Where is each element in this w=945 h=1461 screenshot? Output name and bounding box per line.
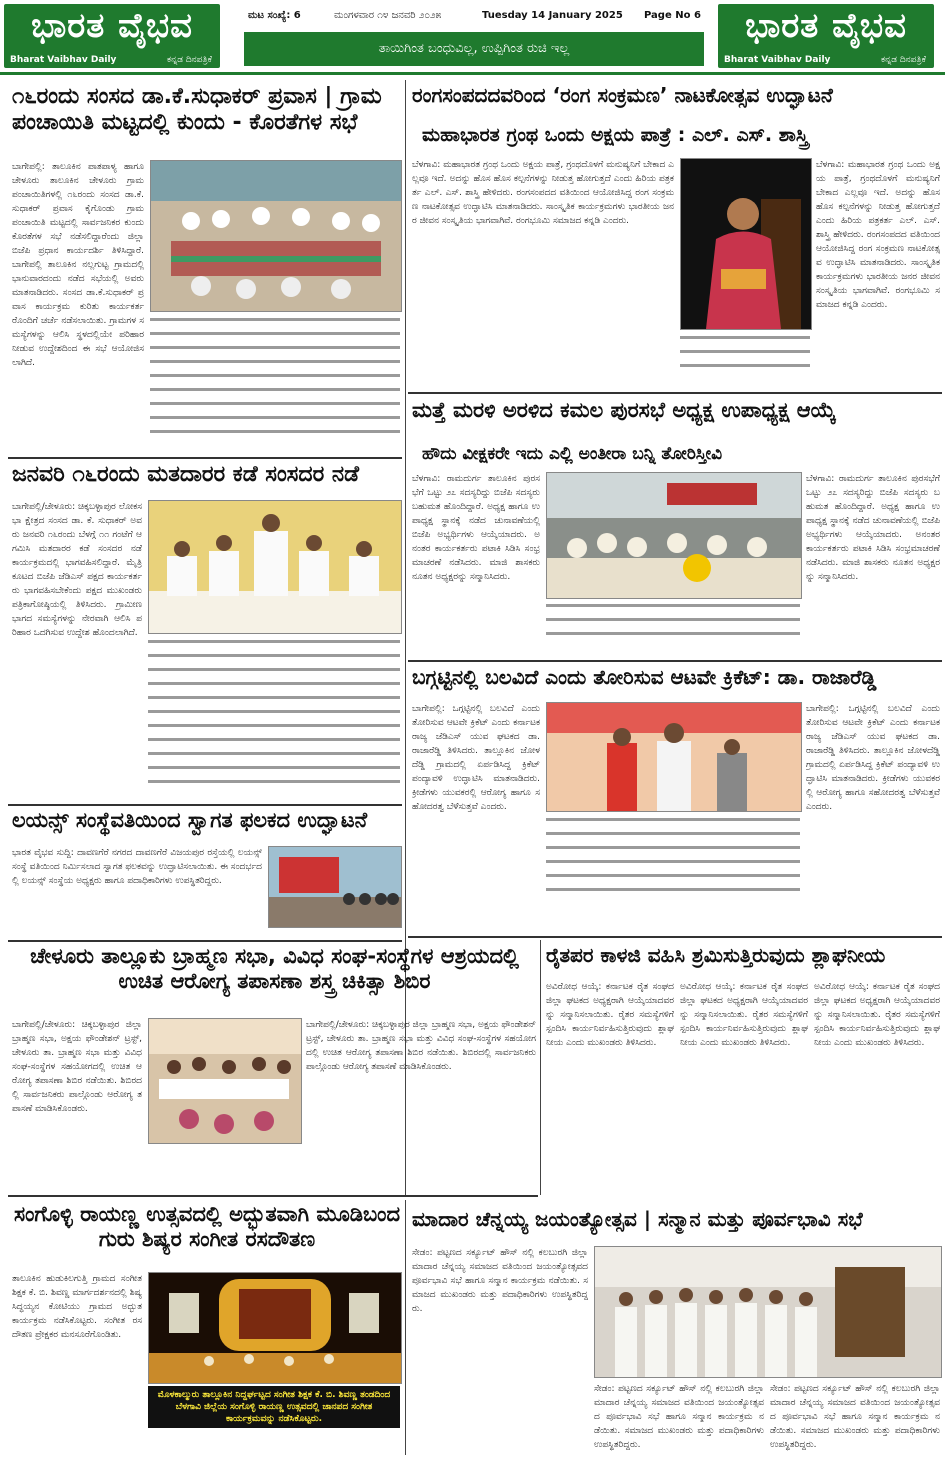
paper-subtitle-en: Bharat Vaibhav Daily [10, 55, 117, 65]
headline-health-camp: ಚೇಳೂರು ತಾಲ್ಲೂಕು ಬ್ರಾಹ್ಮಣ ಸಭಾ, ವಿವಿಧ ಸಂಘ-ಸಂಸ್ಥೆಗಳ ಆಶ್ರಯದಲ್ಲಿ ಉಚಿತ ಆರೋಗ್ಯ ತಪಾಸಣಾ ಶಸ್ತ್ರ ಚಿಕಿತ್ಸಾ ಶಿಬಿರ [30, 944, 519, 993]
headline-ranga-sankramana: ರಂಗಸಂಪದದವರಿಂದ ‘ರಂಗ ಸಂಕ್ರಮಣ’ ನಾಟಕೋತ್ಸವ ಉದ್ಘಾಟನೆ [412, 83, 833, 107]
article-text-lines [680, 336, 810, 378]
section-rule [8, 457, 402, 459]
photo-cricket [546, 702, 802, 812]
article-body-cricket: ಬಾಗೇಪಲ್ಲಿ: ಒಗ್ಗಟ್ಟಿನಲ್ಲಿ ಬಲವಿದೆ ಎಂದು ತೋರಿಸುವ ಆಟವೇ ಕ್ರಿಕೆಟ್ ಎಂದು ಕರ್ನಾಟಕ ರಾಜ್ಯ ಜೆಡಿಎಸ್ ಯುವ ಘಟಕದ ಡಾ. ರಾಜಾರೆಡ್ಡಿ ತಿಳಿಸಿದರು. ತಾಲ್ಲೂಕಿನ ಜೋಳದೆಡ್ಡಿ ಗ್ರಾಮದಲ್ಲಿ ಏರ್ಪಡಿಸಿದ್ದ ಕ್ರಿಕೆಟ್ ಪಂದ್ಯಾವಳಿ ಉದ್ಘಾಟಿಸಿ ಮಾತನಾಡಿದರು. ಕ್ರೀಡೆಗಳು ಯುವಕರಲ್ಲಿ ಆರೋಗ್ಯ ಹಾಗೂ ಸಹೋದರತ್ವ ಬೆಳೆಸುತ್ತವೆ ಎಂದರು. [412, 704, 540, 812]
issue-info-bar [244, 6, 704, 28]
masthead-logo-right [718, 4, 934, 68]
cricket-photo-image [547, 703, 801, 811]
headline-cricket: ಬಗ್ಗಟ್ಟಿನಲ್ಲಿ ಬಲವಿದೆ ಎಂದು ತೋರಿಸುವ ಆಟವೇ ಕ್ರಿಕೆಟ್: ಡಾ. ರಾಜಾರೆಡ್ಡಿ [412, 665, 877, 689]
headline-sudhakar-visit: ೧೬ರಂದು ಸಂಸದ ಡಾ.ಕೆ.ಸುಧಾಕರ್ ಪ್ರವಾಸ | ಗ್ರಾಮ ಪಂಚಾಯಿತಿ ಮಟ್ಟದಲ್ಲಿ ಕುಂದು - ಕೊರತೆಗಳ ಸಭೆ [12, 84, 382, 135]
speaker-photo-image [681, 159, 811, 329]
article-body-lions: ಭಾರತ ವೈಭವ ಸುದ್ದಿ: ದಾವಣಗೆರೆ ನಗರದ ದಾವಣಗೆರೆ ವಿಜಯಪುರ ರಸ್ತೆಯಲ್ಲಿ ಲಯನ್ಸ್ ಸಂಸ್ಥೆ ವತಿಯಿಂದ ನಿರ್ಮಿಸಲಾದ ಸ್ವಾಗತ ಫಲಕವನ್ನು ಉದ್ಘಾಟಿಸಲಾಯಿತು. ಈ ಸಂದರ್ಭದಲ್ಲಿ ಲಯನ್ಸ್ ಸಂಸ್ಥೆಯ ಅಧ್ಯಕ್ಷರು ಹಾಗೂ ಪದಾಧಿಕಾರಿಗಳು ಉಪಸ್ಥಿತರಿದ್ದರು. [12, 848, 262, 886]
photo-meeting [150, 160, 402, 312]
section-rule [8, 940, 402, 942]
headline-purasabhe: ಮತ್ತೆ ಮರಳಿ ಅರಳಿದ ಕಮಲ ಪುರಸಭೆ ಅಧ್ಯಕ್ಷ ಉಪಾಧ್ಯಕ್ಷ ಆಯ್ಕೆ [412, 398, 836, 422]
masthead-rule [0, 72, 945, 75]
health-camp-photo-image [149, 1019, 301, 1143]
photo-health-camp [148, 1018, 302, 1144]
article-body-madara: ಸೇಡಂ: ಪಟ್ಟಣದ ಸರ್ಕ್ಯೂಟ್ ಹೌಸ್ ನಲ್ಲಿ ಕಲಬುರಗಿ ಜಿಲ್ಲಾ ಮಾದಾರ ಚೆನ್ನಯ್ಯ ಸಮಾಜದ ವತಿಯಿಂದ ಜಯಂತ್ಯೋತ್ಸವದ ಪೂರ್ವಭಾವಿ ಸಭೆ ಹಾಗೂ ಸನ್ಮಾನ ಕಾರ್ಯಕ್ರಮ ನಡೆಯಿತು. ಸಮಾಜದ ಮುಖಂಡರು ಮತ್ತು ಪದಾಧಿಕಾರಿಗಳು ಉಪಸ್ಥಿತರಿದ್ದರು. [412, 1248, 588, 1314]
section-rule [408, 392, 942, 394]
section-rule [408, 660, 942, 662]
paper-name: ಭಾರತ ವೈಭವ [745, 6, 907, 46]
photo-speaker [680, 158, 812, 330]
kannada-date: ಮಂಗಳವಾರ ೧೪ ಜನವರಿ ೨೦೨೫ [334, 10, 442, 21]
headline-raitapara: ರೈತಪರ ಕಾಳಜಿ ವಹಿಸಿ ಶ್ರಮಿಸುತ್ತಿರುವುದು ಶ್ಲಾಘನೀಯ [546, 943, 886, 967]
paper-subtitle-en: Bharat Vaibhav Daily [724, 55, 831, 65]
paper-name: ಭಾರತ ವೈಭವ [31, 6, 193, 46]
article-text-lines [148, 640, 400, 794]
paper-subtitle-kn: ಕನ್ನಡ ದಿನಪತ್ರಿಕೆ [166, 55, 212, 65]
music-stage-photo-image [149, 1273, 401, 1383]
section-rule [8, 804, 402, 806]
column-separator [405, 1200, 406, 1455]
article-body-sudhakar: ಬಾಗೇಪಲ್ಲಿ: ತಾಲೂಕಿನ ಪಾತಪಾಳ್ಯ ಹಾಗೂ ಚೇಳೂರು ತಾಲೂಕಿನ ಚೇಳೂರು ಗ್ರಾಮ ಪಂಚಾಯಿತಿಗಳಲ್ಲಿ ೧೬ರಂದು ಸಂಸದ ಡಾ.ಕೆ.ಸುಧಾಕರ್ ಪ್ರವಾಸ ಕೈಗೊಂಡು ಗ್ರಾಮ ಪಂಚಾಯಿತಿ ಮಟ್ಟದಲ್ಲಿ ಸಾರ್ವಜನಿಕರ ಕುಂದು ಕೊರತೆಗಳ ಸಭೆ ನಡೆಸಲಿದ್ದಾರೆಂದು ಜಿಲ್ಲಾ ಬಿಜೆಪಿ ಪ್ರಧಾನ ಕಾರ್ಯದರ್ಶಿ ತಿಳಿಸಿದ್ದಾರೆ. ಬಾಗೇಪಲ್ಲಿ ತಾಲೂಕಿನ ನಲ್ಲಗುಟ್ಟ ಗ್ರಾಮದಲ್ಲಿ ಭಾನುವಾರದಂದು ನಡೆದ ಸಭೆಯಲ್ಲಿ ಅವರು ಮಾತನಾಡಿದರು. ಸಂಸದ ಡಾ.ಕೆ.ಸುಧಾಕರ್ ಪ್ರವಾಸ ಕಾರ್ಯಕ್ರಮ ಕುರಿತು ಕಾರ್ಯಕರ್ತರೊಂದಿಗೆ ಚರ್ಚೆ ನಡೆಸಲಾಯಿತು. ಗ್ರಾಮಗಳ ಸಮಸ್ಯೆಗಳನ್ನು ಆಲಿಸಿ ಸ್ಥಳದಲ್ಲಿಯೇ ಪರಿಹಾರ ನೀಡುವ ಉದ್ದೇಶದಿಂದ ಈ ಸಭೆ ಆಯೋಜಿಸಲಾಗಿದೆ. [12, 162, 144, 368]
article-text-lines [546, 818, 800, 902]
article-body-cricket-2: ಬಾಗೇಪಲ್ಲಿ: ಒಗ್ಗಟ್ಟಿನಲ್ಲಿ ಬಲವಿದೆ ಎಂದು ತೋರಿಸುವ ಆಟವೇ ಕ್ರಿಕೆಟ್ ಎಂದು ಕರ್ನಾಟಕ ರಾಜ್ಯ ಜೆಡಿಎಸ್ ಯುವ ಘಟಕದ ಡಾ. ರಾಜಾರೆಡ್ಡಿ ತಿಳಿಸಿದರು. ತಾಲ್ಲೂಕಿನ ಜೋಳದೆಡ್ಡಿ ಗ್ರಾಮದಲ್ಲಿ ಏರ್ಪಡಿಸಿದ್ದ ಕ್ರಿಕೆಟ್ ಪಂದ್ಯಾವಳಿ ಉದ್ಘಾಟಿಸಿ ಮಾತನಾಡಿದರು. ಕ್ರೀಡೆಗಳು ಯುವಕರಲ್ಲಿ ಆರೋಗ್ಯ ಹಾಗೂ ಸಹೋದರತ್ವ ಬೆಳೆಸುತ್ತವೆ ಎಂದರು. [806, 704, 940, 812]
article-body-madara-2: ಸೇಡಂ: ಪಟ್ಟಣದ ಸರ್ಕ್ಯೂಟ್ ಹೌಸ್ ನಲ್ಲಿ ಕಲಬುರಗಿ ಜಿಲ್ಲಾ ಮಾದಾರ ಚೆನ್ನಯ್ಯ ಸಮಾಜದ ವತಿಯಿಂದ ಜಯಂತ್ಯೋತ್ಸವದ ಪೂರ್ವಭಾವಿ ಸಭೆ ಹಾಗೂ ಸನ್ಮಾನ ಕಾರ್ಯಕ್ರಮ ನಡೆಯಿತು. ಸಮಾಜದ ಮುಖಂಡರು ಮತ್ತು ಪದಾಧಿಕಾರಿಗಳು ಉಪಸ್ಥಿತರಿದ್ದರು. [594, 1384, 764, 1450]
article-body-purasabhe: ಬೆಳಗಾವಿ: ರಾಮದುರ್ಗ ತಾಲೂಕಿನ ಪುರಸಭೆಗೆ ಒಟ್ಟು ೨೭ ಸದಸ್ಯರಿದ್ದು ಬಿಜೆಪಿ ಸದಸ್ಯರು ಬಹುಮತ ಹೊಂದಿದ್ದಾರೆ. ಅಧ್ಯಕ್ಷ ಹಾಗೂ ಉಪಾಧ್ಯಕ್ಷ ಸ್ಥಾನಕ್ಕೆ ನಡೆದ ಚುನಾವಣೆಯಲ್ಲಿ ಬಿಜೆಪಿ ಅಭ್ಯರ್ಥಿಗಳು ಆಯ್ಕೆಯಾದರು. ಅನಂತರ ಕಾರ್ಯಕರ್ತರು ಪಟಾಕಿ ಸಿಡಿಸಿ ಸಂಭ್ರಮಾಚರಣೆ ನಡೆಸಿದರು. ಮಾಜಿ ಶಾಸಕರು ನೂತನ ಅಧ್ಯಕ್ಷರನ್ನು ಸನ್ಮಾನಿಸಿದರು. [412, 474, 540, 582]
meeting-photo-image [151, 161, 401, 311]
paper-subtitle-kn: ಕನ್ನಡ ದಿನಪತ್ರಿಕೆ [880, 55, 926, 65]
photo-caption-sangolli: ಮೊಳಕಾಲ್ಮುರು ತಾಲ್ಲೂಕಿನ ನಿದ್ದರ್ಘಟ್ಟದ ಸಂಗೀತ ಶಿಕ್ಷಕ ಕೆ. ಬಿ. ಶಿವಣ್ಣ ತಂಡದಿಂದ ಬೆಳಗಾವಿ ಜಿಲ್ಲೆಯ ಸಂಗೊಳ್ಳಿ ರಾಯಣ್ಣ ಉತ್ಸವದಲ್ಲಿ ಜಾನಪದ ಸಂಗೀತ ಕಾರ್ಯಕ್ರಮವನ್ನು ನಡೆಸಿಕೊಟ್ಟರು. [148, 1386, 400, 1428]
section-rule [408, 936, 942, 938]
tagline: ತಾಯಿಗಿಂತ ಬಂಧುವಿಲ್ಲ, ಉಪ್ಪಿಗಿಂತ ರುಚಿ ಇಲ್ಲ [244, 32, 704, 66]
article-text-lines [546, 604, 800, 646]
headline-sangolli-utsava: ಸಂಗೊಳ್ಳಿ ರಾಯಣ್ಣ ಉತ್ಸವದಲ್ಲಿ ಅದ್ಭುತವಾಗಿ ಮೂಡಿಬಂದ ಗುರು ಶಿಷ್ಯರ ಸಂಗೀತ ರಸದೌತಣ [13, 1202, 401, 1251]
article-body-raitapara-2: ಅವಿರೋಧ ಆಯ್ಕೆ: ಕರ್ನಾಟಕ ರೈತ ಸಂಘದ ಜಿಲ್ಲಾ ಘಟಕದ ಅಧ್ಯಕ್ಷರಾಗಿ ಆಯ್ಕೆಯಾದವರನ್ನು ಸನ್ಮಾನಿಸಲಾಯಿತು. ರೈತರ ಸಮಸ್ಯೆಗಳಿಗೆ ಸ್ಪಂದಿಸಿ ಕಾರ್ಯನಿರ್ವಹಿಸುತ್ತಿರುವುದು ಶ್ಲಾಘನೀಯ ಎಂದು ಮುಖಂಡರು ತಿಳಿಸಿದರು. [680, 982, 808, 1048]
photo-lions [268, 846, 402, 928]
photo-group [594, 1246, 942, 1378]
lions-photo-image [269, 847, 401, 927]
photo-purasabhe [546, 472, 802, 599]
headline-matadarara-kade: ಜನವರಿ ೧೬ರಂದು ಮತದಾರರ ಕಡೆ ಸಂಸದರ ನಡೆ [12, 462, 360, 487]
article-text-lines [150, 318, 400, 444]
press-meet-photo-image [149, 501, 401, 633]
purasabhe-photo-image [547, 473, 801, 598]
column-separator [540, 940, 541, 1195]
article-body-madara-3: ಸೇಡಂ: ಪಟ್ಟಣದ ಸರ್ಕ್ಯೂಟ್ ಹೌಸ್ ನಲ್ಲಿ ಕಲಬುರಗಿ ಜಿಲ್ಲಾ ಮಾದಾರ ಚೆನ್ನಯ್ಯ ಸಮಾಜದ ವತಿಯಿಂದ ಜಯಂತ್ಯೋತ್ಸವದ ಪೂರ್ವಭಾವಿ ಸಭೆ ಹಾಗೂ ಸನ್ಮಾನ ಕಾರ್ಯಕ್ರಮ ನಡೆಯಿತು. ಸಮಾಜದ ಮುಖಂಡರು ಮತ್ತು ಪದಾಧಿಕಾರಿಗಳು ಉಪಸ್ಥಿತರಿದ್ದರು. [770, 1384, 940, 1450]
english-date: Tuesday 14 January 2025 [482, 10, 623, 21]
article-body-health-camp-2: ಬಾಗೇಪಲ್ಲಿ/ಚೇಳೂರು: ಚಿಕ್ಕಬಳ್ಳಾಪುರ ಜಿಲ್ಲಾ ಬ್ರಾಹ್ಮಣ ಸಭಾ, ಅಕ್ಷಯ ಫೌಂಡೇಶನ್ ಟ್ರಸ್ಟ್, ಚೇಳೂರು ತಾ. ಬ್ರಾಹ್ಮಣ ಸಭಾ ಮತ್ತು ವಿವಿಧ ಸಂಘ-ಸಂಸ್ಥೆಗಳ ಸಹಯೋಗದಲ್ಲಿ ಉಚಿತ ಆರೋಗ್ಯ ತಪಾಸಣಾ ಶಿಬಿರ ನಡೆಯಿತು. ಶಿಬಿರದಲ್ಲಿ ಸಾರ್ವಜನಿಕರು ಪಾಲ್ಗೊಂಡು ಆರೋಗ್ಯ ತಪಾಸಣೆ ಮಾಡಿಸಿಕೊಂಡರು. [306, 1020, 536, 1072]
masthead-logo-left [4, 4, 220, 68]
issue-number: ಮಟ ಸಂಖ್ಯೆ: 6 [248, 10, 301, 21]
page-number: Page No 6 [644, 10, 701, 21]
group-photo-image [595, 1247, 941, 1377]
headline-madara-chennaiah: ಮಾದಾರ ಚೆನ್ನಯ್ಯ ಜಯಂತ್ಯೋತ್ಸವ | ಸನ್ಮಾನ ಮತ್ತು ಪೂರ್ವಭಾವಿ ಸಭೆ [412, 1207, 863, 1231]
article-body-matadarara: ಬಾಗೇಪಲ್ಲಿ/ಚೇಳೂರು: ಚಿಕ್ಕಬಳ್ಳಾಪುರ ಲೋಕಸಭಾ ಕ್ಷೇತ್ರದ ಸಂಸದ ಡಾ. ಕೆ. ಸುಧಾಕರ್ ಅವರು ಜನವರಿ ೧೬ರಂದು ಬೆಳಗ್ಗೆ ೧೧ ಗಂಟೆಗೆ ಆಗಮಿಸಿ ಮತದಾರರ ಕಡೆ ಸಂಸದರ ನಡೆ ಕಾರ್ಯಕ್ರಮದಲ್ಲಿ ಭಾಗವಹಿಸಲಿದ್ದಾರೆ. ಮೈತ್ರಿ ಕೂಟದ ಬಿಜೆಪಿ ಜೆಡಿಎಸ್ ಪಕ್ಷದ ಕಾರ್ಯಕರ್ತರು ಭಾಗವಹಿಸಬೇಕೆಂದು ಪಕ್ಷದ ಮುಖಂಡರು ಪತ್ರಿಕಾಗೋಷ್ಠಿಯಲ್ಲಿ ತಿಳಿಸಿದರು. ಗ್ರಾಮೀಣ ಭಾಗದ ಸಮಸ್ಯೆಗಳನ್ನು ನೇರವಾಗಿ ಆಲಿಸಿ ಪರಿಹಾರ ಒದಗಿಸುವ ಉದ್ದೇಶ ಹೊಂದಲಾಗಿದೆ. [12, 502, 142, 638]
article-body-ranga: ಬೆಳಗಾವಿ: ಮಹಾಭಾರತ ಗ್ರಂಥ ಒಂದು ಅಕ್ಷಯ ಪಾತ್ರೆ, ಗ್ರಂಥದೊಳಗೆ ಮನುಷ್ಯನಿಗೆ ಬೇಕಾದ ಎಲ್ಲವೂ ಇದೆ. ಅದನ್ನು ಹೊಸ ಹೊಸ ಕಲ್ಪನೆಗಳನ್ನು ನೀಡುತ್ತ ಹೋಗುತ್ತದೆ ಎಂದು ಹಿರಿಯ ಪತ್ರಕರ್ತ ಎಲ್. ಎಸ್. ಶಾಸ್ತ್ರಿ ಹೇಳಿದರು. ರಂಗಸಂಪದದ ವತಿಯಿಂದ ಆಯೋಜಿಸಿದ್ದ ರಂಗ ಸಂಕ್ರಮಣ ನಾಟಕೋತ್ಸವ ಉದ್ಘಾಟಿಸಿ ಮಾತನಾಡಿದರು. ಸಾಂಸ್ಕೃತಿಕ ಕಾರ್ಯಕ್ರಮಗಳು ಭಾರತೀಯ ಜನರ ಜೀವನ ಸಂಸ್ಕೃತಿಯ ಭಾಗವಾಗಿವೆ. ರಂಗಭೂಮಿ ಸಮಾಜದ ಕನ್ನಡಿ ಎಂದರು. [412, 160, 674, 226]
photo-music-stage [148, 1272, 402, 1384]
article-body-purasabhe-2: ಬೆಳಗಾವಿ: ರಾಮದುರ್ಗ ತಾಲೂಕಿನ ಪುರಸಭೆಗೆ ಒಟ್ಟು ೨೭ ಸದಸ್ಯರಿದ್ದು ಬಿಜೆಪಿ ಸದಸ್ಯರು ಬಹುಮತ ಹೊಂದಿದ್ದಾರೆ. ಅಧ್ಯಕ್ಷ ಹಾಗೂ ಉಪಾಧ್ಯಕ್ಷ ಸ್ಥಾನಕ್ಕೆ ನಡೆದ ಚುನಾವಣೆಯಲ್ಲಿ ಬಿಜೆಪಿ ಅಭ್ಯರ್ಥಿಗಳು ಆಯ್ಕೆಯಾದರು. ಅನಂತರ ಕಾರ್ಯಕರ್ತರು ಪಟಾಕಿ ಸಿಡಿಸಿ ಸಂಭ್ರಮಾಚರಣೆ ನಡೆಸಿದರು. ಮಾಜಿ ಶಾಸಕರು ನೂತನ ಅಧ್ಯಕ್ಷರನ್ನು ಸನ್ಮಾನಿಸಿದರು. [806, 474, 940, 582]
article-body-raitapara-3: ಅವಿರೋಧ ಆಯ್ಕೆ: ಕರ್ನಾಟಕ ರೈತ ಸಂಘದ ಜಿಲ್ಲಾ ಘಟಕದ ಅಧ್ಯಕ್ಷರಾಗಿ ಆಯ್ಕೆಯಾದವರನ್ನು ಸನ್ಮಾನಿಸಲಾಯಿತು. ರೈತರ ಸಮಸ್ಯೆಗಳಿಗೆ ಸ್ಪಂದಿಸಿ ಕಾರ್ಯನಿರ್ವಹಿಸುತ್ತಿರುವುದು ಶ್ಲಾಘನೀಯ ಎಂದು ಮುಖಂಡರು ತಿಳಿಸಿದರು. [814, 982, 940, 1048]
headline-lions: ಲಯನ್ಸ್ ಸಂಸ್ಥೆವತಿಯಿಂದ ಸ್ವಾಗತ ಫಲಕದ ಉದ್ಘಾಟನೆ [12, 808, 368, 832]
article-body-ranga-2: ಬೆಳಗಾವಿ: ಮಹಾಭಾರತ ಗ್ರಂಥ ಒಂದು ಅಕ್ಷಯ ಪಾತ್ರೆ, ಗ್ರಂಥದೊಳಗೆ ಮನುಷ್ಯನಿಗೆ ಬೇಕಾದ ಎಲ್ಲವೂ ಇದೆ. ಅದನ್ನು ಹೊಸ ಹೊಸ ಕಲ್ಪನೆಗಳನ್ನು ನೀಡುತ್ತ ಹೋಗುತ್ತದೆ ಎಂದು ಹಿರಿಯ ಪತ್ರಕರ್ತ ಎಲ್. ಎಸ್. ಶಾಸ್ತ್ರಿ ಹೇಳಿದರು. ರಂಗಸಂಪದದ ವತಿಯಿಂದ ಆಯೋಜಿಸಿದ್ದ ರಂಗ ಸಂಕ್ರಮಣ ನಾಟಕೋತ್ಸವ ಉದ್ಘಾಟಿಸಿ ಮಾತನಾಡಿದರು. ಸಾಂಸ್ಕೃತಿಕ ಕಾರ್ಯಕ್ರಮಗಳು ಭಾರತೀಯ ಜನರ ಜೀವನ ಸಂಸ್ಕೃತಿಯ ಭಾಗವಾಗಿವೆ. ರಂಗಭೂಮಿ ಸಮಾಜದ ಕನ್ನಡಿ ಎಂದರು. [816, 160, 940, 310]
subhead-mahabharata: ಮಹಾಭಾರತ ಗ್ರಂಥ ಒಂದು ಅಕ್ಷಯ ಪಾತ್ರೆ : ಎಲ್. ಎಸ್. ಶಾಸ್ತ್ರಿ [422, 124, 809, 146]
article-body-health-camp: ಬಾಗೇಪಲ್ಲಿ/ಚೇಳೂರು: ಚಿಕ್ಕಬಳ್ಳಾಪುರ ಜಿಲ್ಲಾ ಬ್ರಾಹ್ಮಣ ಸಭಾ, ಅಕ್ಷಯ ಫೌಂಡೇಶನ್ ಟ್ರಸ್ಟ್, ಚೇಳೂರು ತಾ. ಬ್ರಾಹ್ಮಣ ಸಭಾ ಮತ್ತು ವಿವಿಧ ಸಂಘ-ಸಂಸ್ಥೆಗಳ ಸಹಯೋಗದಲ್ಲಿ ಉಚಿತ ಆರೋಗ್ಯ ತಪಾಸಣಾ ಶಿಬಿರ ನಡೆಯಿತು. ಶಿಬಿರದಲ್ಲಿ ಸಾರ್ವಜನಿಕರು ಪಾಲ್ಗೊಂಡು ಆರೋಗ್ಯ ತಪಾಸಣೆ ಮಾಡಿಸಿಕೊಂಡರು. [12, 1020, 142, 1114]
article-body-sangolli: ತಾಲೂಕಿನ ಹುಡುಕಿಲಗುತ್ತಿ ಗ್ರಾಮದ ಸಂಗೀತ ಶಿಕ್ಷಕ ಕೆ. ಬಿ. ಶಿವಣ್ಣ ಮಾರ್ಗದರ್ಶನದಲ್ಲಿ ಶಿಷ್ಯ ಸಿದ್ಧಯ್ಯನ ಕೋಟಿಯು ಗ್ರಾಮದ ಅದ್ಭುತ ಕಾರ್ಯಕ್ರಮ ನಡೆಸಿಕೊಟ್ಟರು. ಸಂಗೀತ ರಸದೌತಣ ಪ್ರೇಕ್ಷಕರ ಮನಸೂರೆಗೊಂಡಿತು. [12, 1274, 142, 1340]
section-rule [8, 1195, 538, 1197]
photo-press-meet [148, 500, 402, 634]
subhead-purasabhe: ಹೌದು ವೀಕ್ಷಕರೇ ಇದು ಎಲ್ಲಿ ಅಂತೀರಾ ಬನ್ನಿ ತೋರಿಸ್ತೀವಿ [422, 444, 723, 464]
article-body-raitapara: ಅವಿರೋಧ ಆಯ್ಕೆ: ಕರ್ನಾಟಕ ರೈತ ಸಂಘದ ಜಿಲ್ಲಾ ಘಟಕದ ಅಧ್ಯಕ್ಷರಾಗಿ ಆಯ್ಕೆಯಾದವರನ್ನು ಸನ್ಮಾನಿಸಲಾಯಿತು. ರೈತರ ಸಮಸ್ಯೆಗಳಿಗೆ ಸ್ಪಂದಿಸಿ ಕಾರ್ಯನಿರ್ವಹಿಸುತ್ತಿರುವುದು ಶ್ಲಾಘನೀಯ ಎಂದು ಮುಖಂಡರು ತಿಳಿಸಿದರು. [546, 982, 674, 1048]
